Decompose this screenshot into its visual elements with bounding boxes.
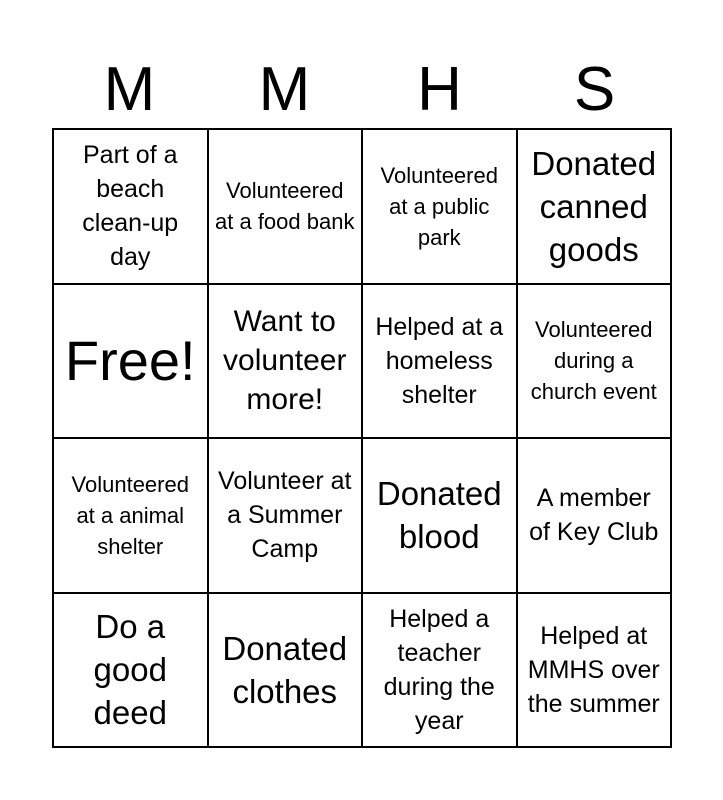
cell-text: Donated clothes — [222, 629, 348, 710]
free-space-text: Free! — [64, 328, 196, 392]
cell-text: Part of a beach clean-up day — [82, 141, 179, 272]
cell-text: Volunteered at a food bank — [215, 178, 355, 235]
header-letter: S — [573, 55, 616, 124]
bingo-cell[interactable] — [363, 130, 518, 285]
cell-text: Helped at MMHS over the summer — [527, 621, 660, 718]
bingo-cell[interactable] — [363, 594, 518, 749]
bingo-cell[interactable] — [518, 594, 673, 749]
cell-text: Volunteer at a Summer Camp — [218, 467, 352, 564]
cell-text: Volunteered during a church event — [530, 317, 657, 405]
bingo-cell[interactable] — [209, 594, 364, 749]
bingo-cell[interactable] — [518, 439, 673, 594]
bingo-cell[interactable] — [518, 285, 673, 440]
cell-text: A member of Key Club — [529, 484, 659, 547]
cell-text: Donated canned goods — [531, 144, 657, 268]
bingo-cell[interactable] — [209, 130, 364, 285]
bingo-cell[interactable] — [54, 594, 209, 749]
cell-text: Donated blood — [376, 475, 502, 556]
bingo-grid — [52, 128, 672, 748]
bingo-header — [52, 52, 672, 128]
cell-text: Helped a teacher during the year — [383, 604, 495, 735]
cell-text: Do a good deed — [93, 608, 167, 732]
cell-text: Helped at a homeless shelter — [375, 312, 504, 409]
bingo-cell[interactable] — [363, 285, 518, 440]
free-space-cell[interactable] — [54, 285, 209, 440]
header-letter: M — [103, 55, 156, 124]
cell-text: Volunteered at a public park — [380, 162, 498, 250]
header-letter: H — [417, 55, 462, 124]
cell-text: Want to volunteer more! — [223, 305, 347, 417]
bingo-cell[interactable] — [209, 439, 364, 594]
header-letter: M — [258, 55, 311, 124]
bingo-cell[interactable] — [54, 439, 209, 594]
cell-text: Volunteered at a animal shelter — [71, 471, 189, 559]
bingo-cell[interactable] — [209, 285, 364, 440]
bingo-cell[interactable] — [518, 130, 673, 285]
bingo-cell[interactable] — [54, 130, 209, 285]
bingo-cell[interactable] — [363, 439, 518, 594]
